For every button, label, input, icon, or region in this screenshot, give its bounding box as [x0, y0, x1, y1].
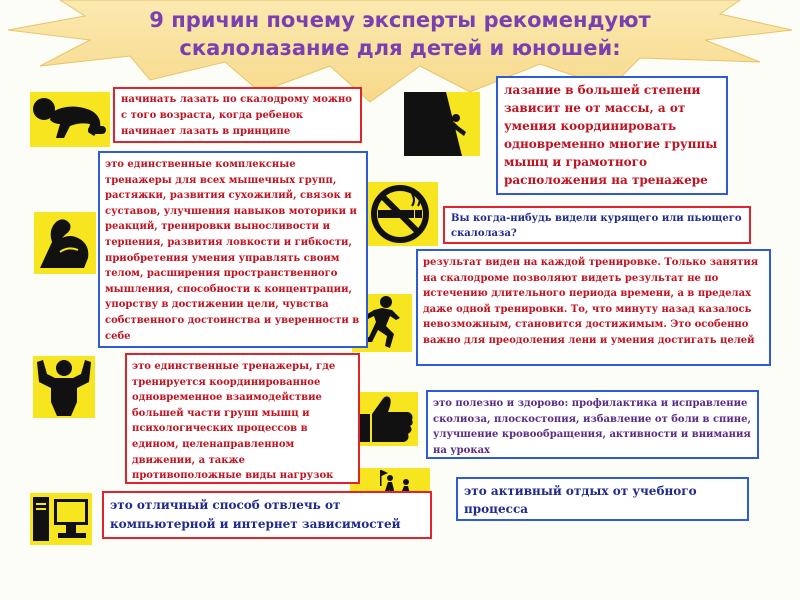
- reason-text: это единственные тренажеры, где тренируется координированное одновременное взаимодействие большей части групп мышц и психологических процессов в едином, целенаправленном движении, а также противоположные виды нагрузок: [132, 361, 336, 482]
- reason-text: это активный отдых от учебного процесса: [464, 484, 697, 516]
- reason-box-healthy-lifestyle: [443, 206, 751, 244]
- flexed-arm-icon: [34, 212, 96, 274]
- reason-box-visible-results: [416, 249, 771, 366]
- reason-box-technique-over-mass: [496, 76, 728, 195]
- page-title: 9 причин почему эксперты рекомендуют скалолазание для детей и юношей:: [149, 8, 651, 60]
- reason-box-complex-training: [98, 151, 368, 348]
- reason-text: начинать лазать по скалодрому можно с того возраста, когда ребенок начинает лазать в принципе: [121, 94, 352, 137]
- reason-box-active-rest: [456, 477, 749, 521]
- no-smoking-icon: [362, 182, 438, 246]
- crawling-baby-icon: [30, 92, 110, 147]
- reason-box-health-benefits: [426, 390, 759, 459]
- thumbs-up-icon: [356, 392, 418, 446]
- strongman-icon: [33, 356, 95, 418]
- climber-icon: [404, 92, 480, 156]
- reason-box-coordination: [125, 353, 360, 484]
- reason-text: результат виден на каждой тренировке. Только занятия на скалодроме позволяют видеть результат не по истечению длительного периода времени, а в пределах даже одной тренировки. То, что минуту назад казалось невозможным, становится достижимым. Это особенно важно для преодоления лени и умения достигать целей: [423, 257, 759, 346]
- reason-text: это полезно и здорово: профилактика и исправление сколиоза, плоскостопия, избавление от боли в спине, улучшение кровообращения, активности и внимания на уроках: [433, 398, 751, 456]
- reason-box-young-age: [113, 87, 362, 143]
- reason-box-digital-detox: [102, 491, 432, 539]
- reason-text: это единственные комплексные тренажеры для всех мышечных групп, растяжки, развития сухожилий, связок и суставов, улучшения навыков моторики и реакций, тренировки выносливости и терпения, развития ловкости и гибкости, приобретения умения управлять своим телом, расширения пространственного мышления, способности к концентрации, упорству в достижении цели, чувства собственного достоинства и уверенности в себе: [105, 159, 360, 342]
- computer-icon: [30, 493, 92, 545]
- reason-text: лазание в большей степени зависит не от массы, а от умения координировать одновременно многие группы мышц и грамотного расположения на тренажере: [504, 83, 718, 187]
- reason-text: это отличный способ отвлечь от компьютерной и интернет зависимостей: [110, 498, 401, 531]
- reason-text: Вы когда-нибудь видели курящего или пьющего скалолаза?: [451, 213, 742, 239]
